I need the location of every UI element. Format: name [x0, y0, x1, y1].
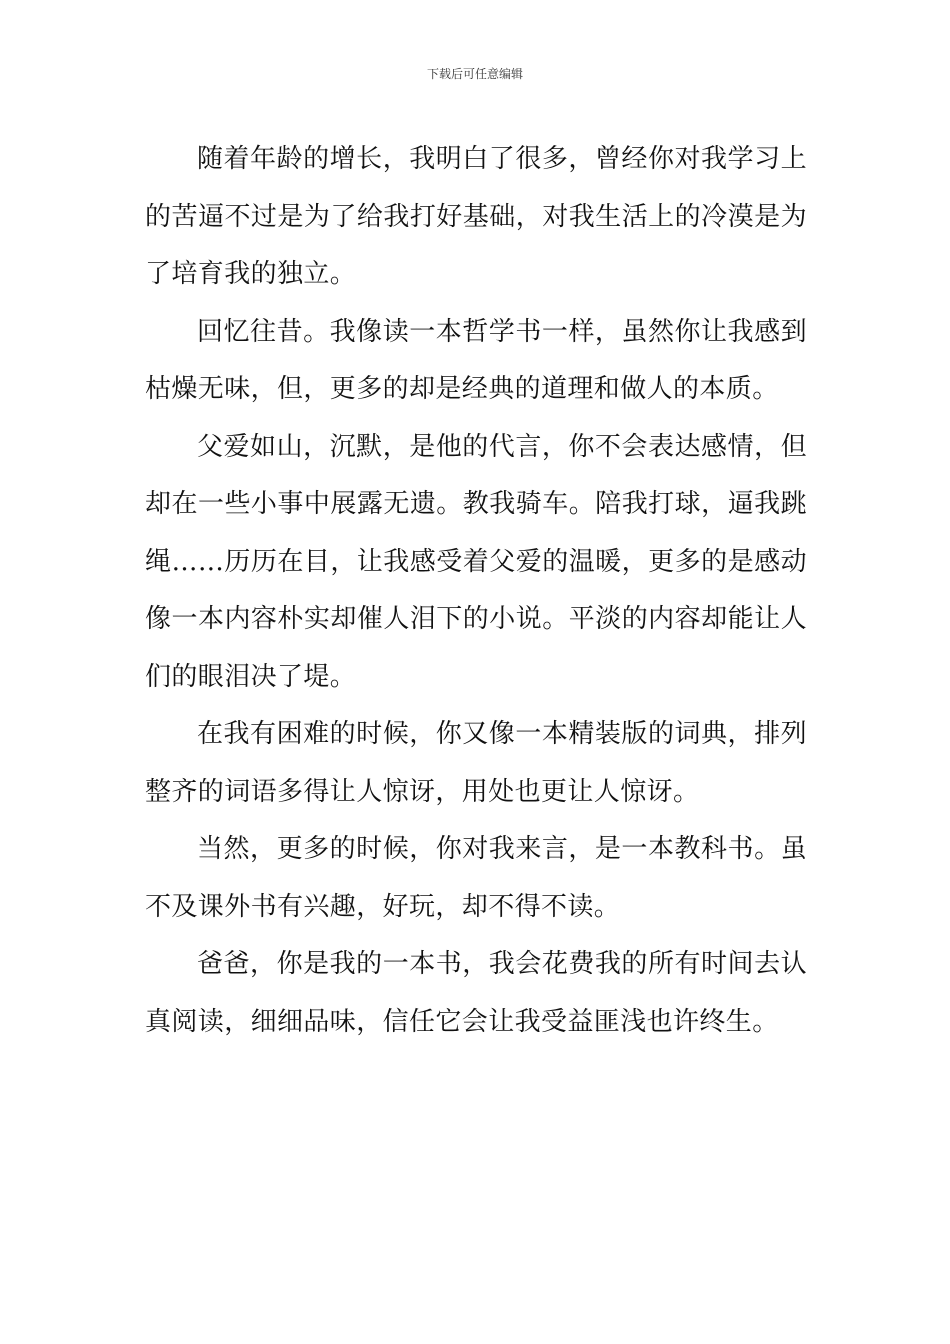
- paragraph-4: 在我有困难的时候，你又像一本精装版的词典，排列整齐的词语多得让人惊讶，用处也更让人惊讶。: [145, 719, 807, 807]
- paragraph-2: 回忆往昔。我像读一本哲学书一样，虽然你让我感到枯燥无味，但，更多的却是经典的道理和做人的本质。: [145, 316, 807, 404]
- page-header: 下载后可任意编辑: [426, 67, 523, 81]
- paragraph-3: 父爱如山，沉默，是他的代言，你不会表达感情，但却在一些小事中展露无遗。教我骑车。陪我打球，逼我跳绳……历历在目，让我感受着父爱的温暖，更多的是感动像一本内容朴实却催人泪下的小说。平淡的内容却能让人们的眼泪决了堤。: [145, 431, 807, 692]
- paragraph-5: 当然，更多的时候，你对我来言，是一本教科书。虽不及课外书有兴趣，好玩，却不得不读。: [145, 834, 807, 922]
- document-body: [145, 131, 807, 1051]
- paragraph-1: 随着年龄的增长，我明白了很多，曾经你对我学习上的苦逼不过是为了给我打好基础，对我生活上的冷漠是为了培育我的独立。: [145, 144, 807, 289]
- paragraph-6: 爸爸，你是我的一本书，我会花费我的所有时间去认真阅读，细细品味，信任它会让我受益匪浅也许终生。: [145, 949, 807, 1037]
